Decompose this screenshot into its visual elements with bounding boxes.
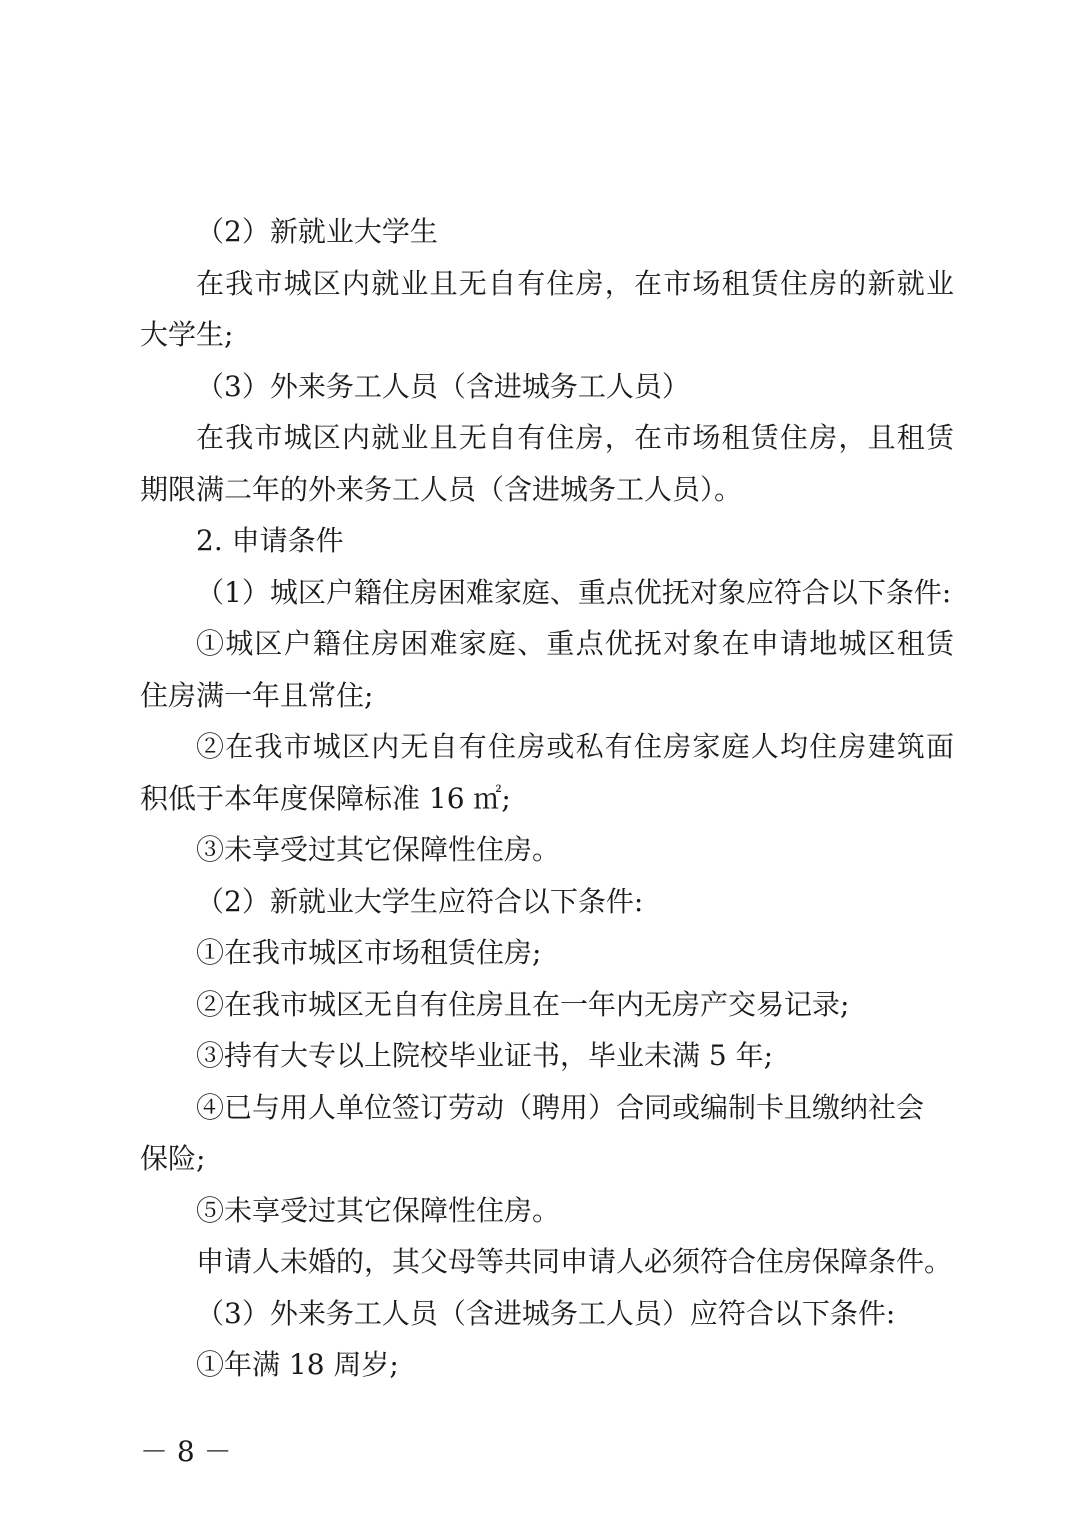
list-item: ③未享受过其它保障性住房。: [196, 833, 561, 866]
document-body: [140, 206, 956, 1391]
list-item: ②在我市城区内无自有住房或私有住房家庭人均住房建筑面: [196, 730, 956, 763]
paragraph-line: 在我市城区内就业且无自有住房，在市场租赁住房，且租赁: [196, 421, 956, 454]
paragraph-line: 大学生;: [140, 318, 234, 351]
list-item: ①在我市城区市场租赁住房;: [196, 936, 542, 969]
heading-migrant-workers: （3）外来务工人员（含进城务工人员）: [196, 369, 690, 403]
list-item-continuation: 积低于本年度保障标准 16 ㎡;: [140, 781, 511, 815]
paragraph-line: 期限满二年的外来务工人员（含进城务工人员）。: [140, 472, 743, 506]
list-item: ④已与用人单位签订劳动（聘用）合同或编制卡且缴纳社会: [196, 1090, 925, 1124]
list-item: ⑤未享受过其它保障性住房。: [196, 1193, 561, 1227]
list-item-continuation: 保险;: [140, 1142, 206, 1175]
list-item: ②在我市城区无自有住房且在一年内无房产交易记录;: [196, 987, 850, 1021]
list-item-continuation: 住房满一年且常住;: [140, 678, 374, 712]
page-number: － 8 －: [140, 1435, 232, 1468]
heading-new-graduates: （2）新就业大学生: [196, 215, 438, 248]
subheading-line: （1）城区户籍住房困难家庭、重点优抚对象应符合以下条件:: [196, 575, 952, 609]
subheading-line: （3）外来务工人员（含进城务工人员）应符合以下条件:: [196, 1296, 896, 1330]
list-item: ①城区户籍住房困难家庭、重点优抚对象在申请地城区租赁: [196, 627, 956, 660]
list-item: ①年满 18 周岁;: [196, 1348, 399, 1381]
paragraph-line: 在我市城区内就业且无自有住房，在市场租赁住房的新就业: [196, 266, 956, 300]
section-heading-application-conditions: 2. 申请条件: [196, 524, 344, 557]
paragraph-line: 申请人未婚的，其父母等共同申请人必须符合住房保障条件。: [196, 1245, 953, 1278]
subheading-line: （2）新就业大学生应符合以下条件:: [196, 884, 644, 918]
list-item: ③持有大专以上院校毕业证书，毕业未满 5 年;: [196, 1039, 774, 1072]
